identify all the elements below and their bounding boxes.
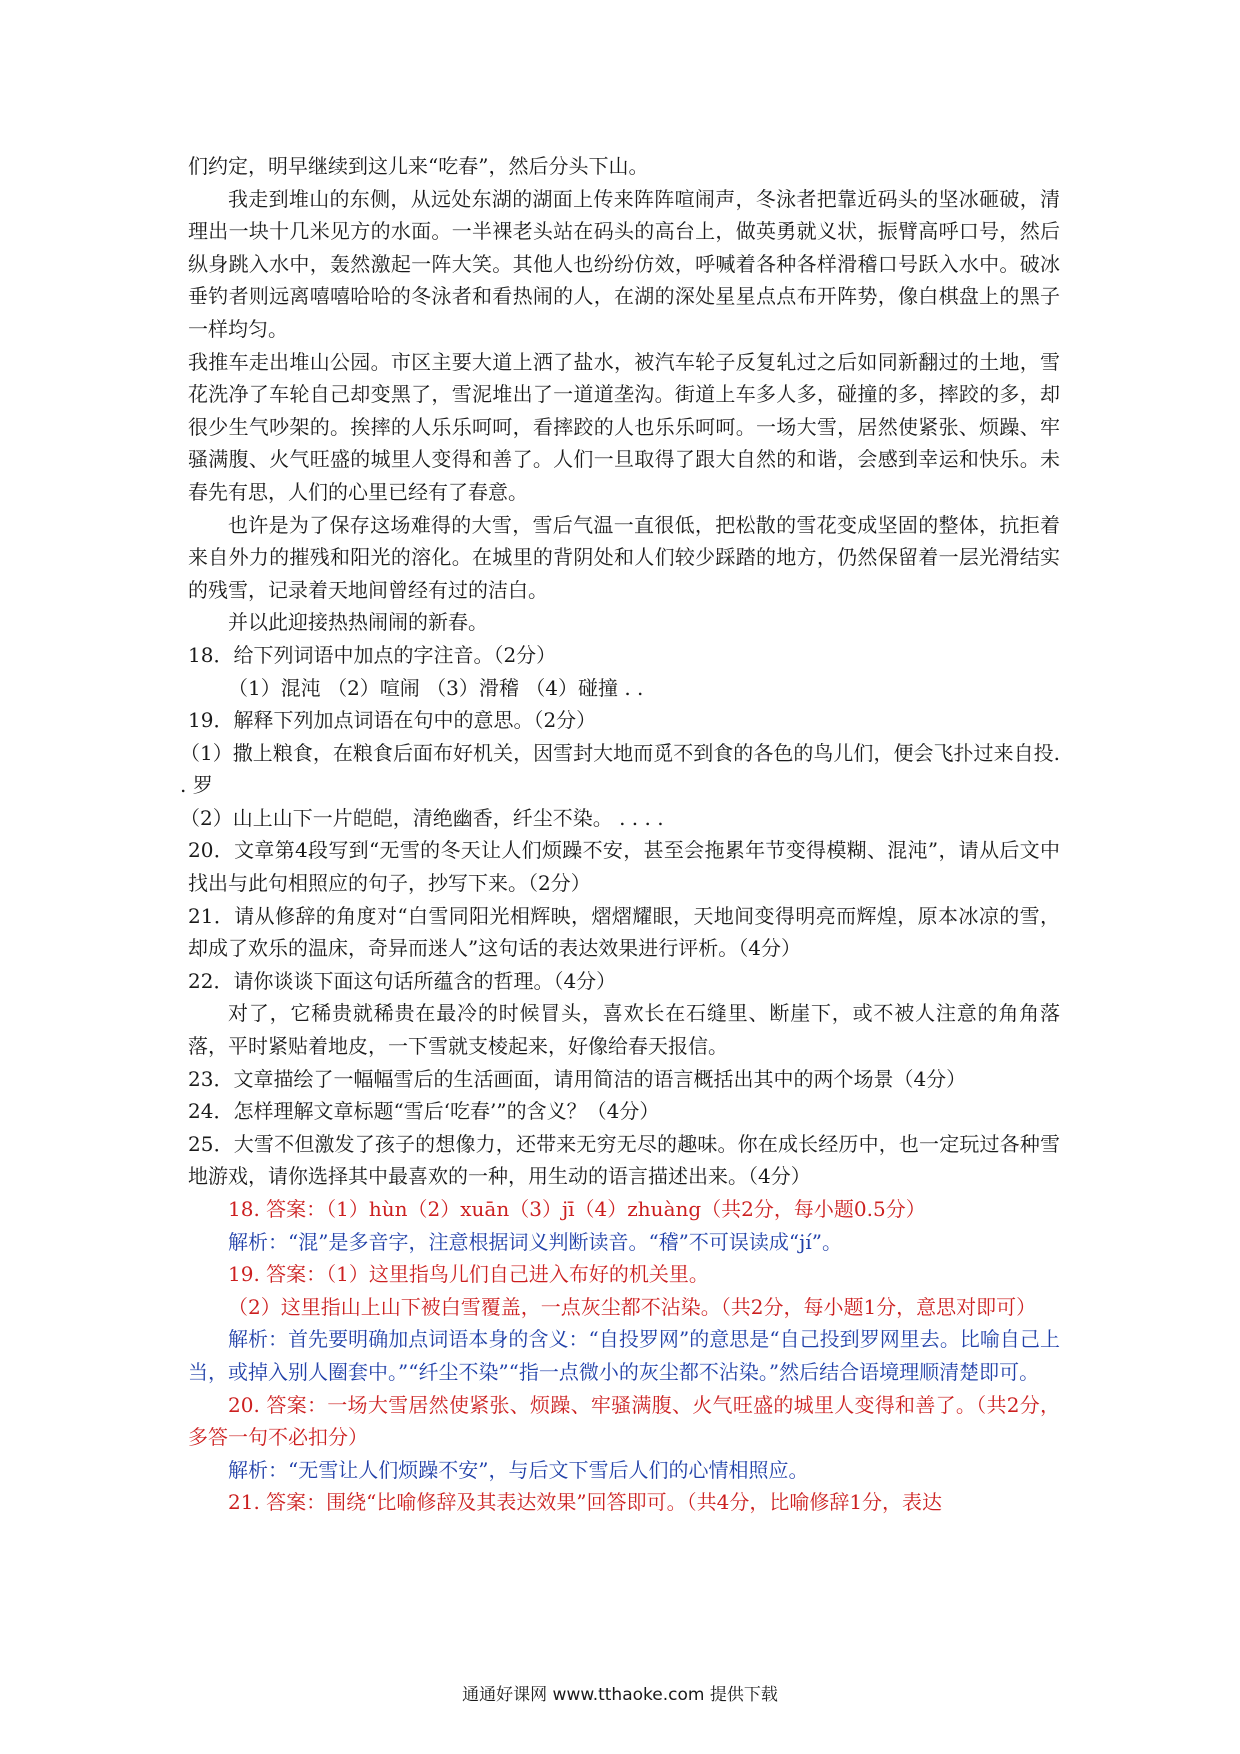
paragraph: 我推车走出堆山公园。市区主要大道上洒了盐水，被汽车轮子反复轧过之后如同新翻过的土地，雪花洗净了车轮自己却变黑了，雪泥堆出了一道道垄沟。街道上车多人多，碰撞的多，摔跤的多，却很少生气吵架的。挨摔的人乐乐呵呵，看摔跤的人也乐乐呵呵。一场大雪，居然使紧张、烦躁、牢骚满腹、火气旺盛的城里人变得和善了。人们一旦取得了跟大自然的和谐，会感到幸运和快乐。未春先有思，人们的心里已经有了春意。 — [188, 349, 1060, 504]
question-22-quote: 对了，它稀贵就稀贵在最冷的时候冒头，喜欢长在石缝里、断崖下，或不被人注意的角角落落，平时紧贴着地皮，一下雪就支棱起来，好像给春天报信。 — [188, 1001, 1060, 1059]
paragraph: 也许是为了保存这场难得的大雪，雪后气温一直很低，把松散的雪花变成坚固的整体，抗拒着来自外力的摧残和阳光的溶化。在城里的背阴处和人们较少踩踏的地方，仍然保留着一层光滑结实的残雪，记录着天地间曾经有过的洁白。 — [188, 512, 1060, 602]
question-20: 20．文章第4段写到“无雪的冬天让人们烦躁不安，甚至会拖累年节变得模糊、混沌”，请从后文中找出与此句相照应的句子，抄写下来。（2分） — [188, 838, 1060, 896]
answer-19-item-1: 19. 答案：（1）这里指鸟儿们自己进入布好的机关里。 — [228, 1262, 709, 1287]
answer-21: 21. 答案：围绕“比喻修辞及其表达效果”回答即可。（共4分，比喻修辞1分，表达 — [228, 1490, 943, 1515]
paragraph: 并以此迎接热热闹闹的新春。 — [228, 610, 488, 635]
analysis-20: 解析：“无雪让人们烦躁不安”，与后文下雪后人们的心情相照应。 — [228, 1457, 809, 1482]
analysis-18: 解析：“混”是多音字，注意根据词义判断读音。“稽”不可误读成“jí”。 — [228, 1229, 842, 1254]
question-19: 19．解释下列加点词语在句中的意思。（2分） — [188, 708, 597, 733]
paragraph: 我走到堆山的东侧，从远处东湖的湖面上传来阵阵喧闹声，冬泳者把靠近码头的坚冰砸破，清理出一块十几米见方的水面。一半裸老头站在码头的高台上，做英勇就义状，振臂高呼口号，然后纵身跳入水中，轰然激起一阵大笑。其他人也纷纷仿效，呼喊着各种各样滑稽口号跃入水中。破冰垂钓者则远离嘻嘻哈哈的冬泳者和看热闹的人，在湖的深处星星点点布开阵势，像白棋盘上的黑子一样均匀。 — [188, 186, 1060, 341]
question-25: 25．大雪不但激发了孩子的想像力，还带来无穷无尽的趣味。你在成长经历中，也一定玩过各种雪地游戏，请你选择其中最喜欢的一种，用生动的语言描述出来。（4分） — [188, 1131, 1060, 1189]
paragraph: 们约定，明早继续到这儿来“吃春”，然后分头下山。 — [188, 154, 649, 178]
question-19-item-1: （1）撒上粮食，在粮食后面布好机关，因雪封大地而觅不到食的各色的鸟儿们，便会飞扑过来自投. . 罗 — [180, 740, 1060, 798]
analysis-19: 解析：首先要明确加点词语本身的含义：“自投罗网”的意思是“自己投到罗网里去。比喻自己上当，或掉入别人圈套中。”“纤尘不染”“指一点微小的灰尘都不沾染。”然后结合语境理顺清楚即可。 — [188, 1327, 1060, 1384]
question-18-items: （1）混沌 （2）喧闹 （3）滑稽 （4）碰撞 . . — [228, 675, 644, 700]
question-24: 24．怎样理解文章标题“雪后‘吃春’”的含义？（4分） — [188, 1099, 660, 1124]
question-19-item-2: （2）山上山下一片皑皑，清绝幽香，纤尘不染。 . . . . — [180, 805, 664, 830]
question-21: 21．请从修辞的角度对“白雪同阳光相辉映，熠熠耀眼，天地间变得明亮而辉煌，原本冰凉的雪，却成了欢乐的温床，奇异而迷人”这句话的表达效果进行评析。（4分） — [188, 903, 1060, 961]
question-23: 23．文章描绘了一幅幅雪后的生活画面，请用简洁的语言概括出其中的两个场景（4分） — [188, 1066, 967, 1091]
answer-19-item-2: （2）这里指山上山下被白雪覆盖，一点灰尘都不沾染。（共2分，每小题1分，意思对即可） — [228, 1294, 1037, 1319]
answer-18: 18. 答案：（1）hùn（2）xuān（3）jī（4）zhuàng（共2分，每小题0.5分） — [228, 1197, 926, 1221]
question-22: 22．请你谈谈下面这句话所蕴含的哲理。（4分） — [188, 968, 617, 993]
question-18: 18．给下列词语中加点的字注音。（2分） — [188, 642, 557, 667]
answer-20: 20. 答案：一场大雪居然使紧张、烦躁、牢骚满腹、火气旺盛的城里人变得和善了。（共2分，多答一句不必扣分） — [188, 1392, 1060, 1450]
document-body — [180, 150, 1060, 1519]
page-footer: 通通好课网 www.tthaoke.com 提供下载 — [462, 1685, 778, 1705]
